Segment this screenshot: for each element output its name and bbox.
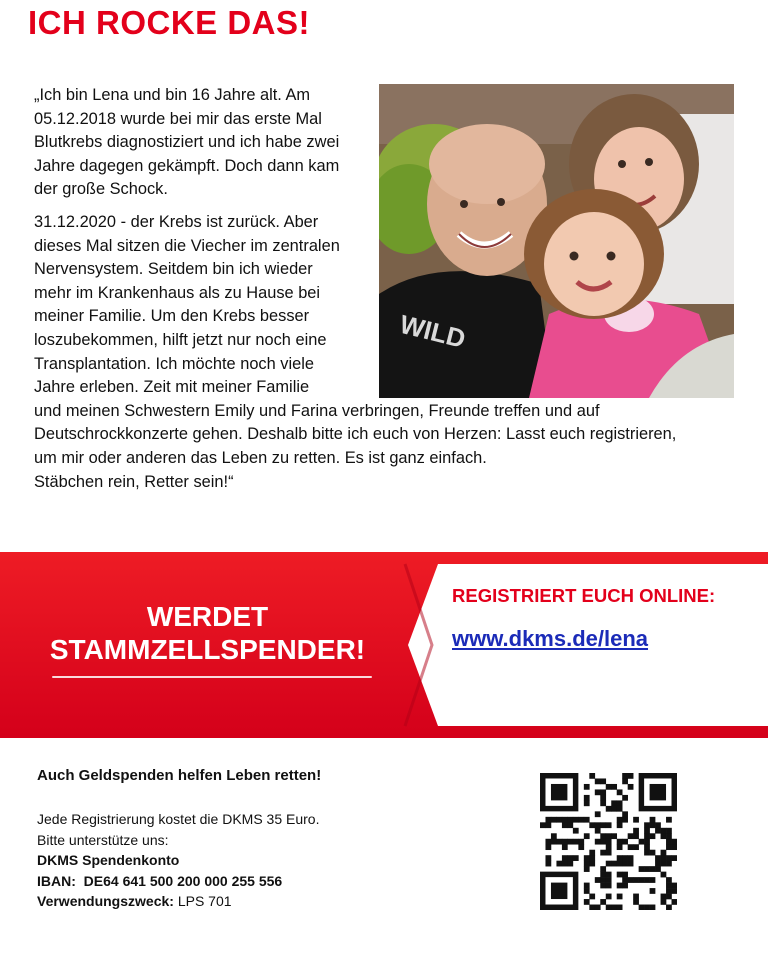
story-line: Jahre erleben. Zeit mit meiner Familie <box>34 378 310 397</box>
story-line: 05.12.2018 wurde bei mir das erste Mal <box>34 109 322 128</box>
register-link[interactable]: www.dkms.de/lena <box>452 626 649 651</box>
donation-heading: Auch Geldspenden helfen Leben retten! <box>37 767 322 784</box>
story-line: der große Schock. <box>34 180 168 199</box>
donation-line-2: Bitte unterstütze uns: <box>37 831 169 848</box>
shirt-text: WILD <box>396 308 469 354</box>
purpose-row <box>37 891 319 912</box>
story-line: Transplantation. Ich möchte noch viele <box>34 354 315 373</box>
iban-row <box>37 871 319 892</box>
account-label: DKMS Spendenkonto <box>37 852 180 868</box>
cta-line-2: STAMMZELLSPENDER! <box>49 634 366 665</box>
iban-label: IBAN: <box>37 872 76 889</box>
story-line: Jahre dagegen gekämpft. Doch dann kam <box>34 156 340 175</box>
story-line: loszubekommen, hilft jetzt nur noch eine <box>34 330 327 349</box>
story-line: mehr im Krankenhaus als zu Hause bei <box>34 283 321 302</box>
story-line: „Ich bin Lena und bin 16 Jahre alt. Am <box>34 86 311 104</box>
story-line: meiner Familie. Um den Krebs besser <box>34 307 310 326</box>
cta-headline <box>20 600 395 666</box>
story-line: Stäbchen rein, Retter sein!“ <box>34 472 234 491</box>
qr-code-icon[interactable] <box>540 773 677 910</box>
story-line: Nervensystem. Seitdem bin ich wieder <box>34 260 313 279</box>
purpose-value: LPS 701 <box>177 893 232 909</box>
donation-info <box>37 809 319 912</box>
iban-value: DE64 641 500 200 000 255 556 <box>83 872 283 889</box>
story-line: 31.12.2020 - der Krebs ist zurück. Aber <box>34 212 319 231</box>
story-line: um mir oder anderen das Leben zu retten. Es ist ganz einfach. <box>34 448 487 467</box>
story-line: dieses Mal sitzen die Viecher im zentralen <box>34 236 340 255</box>
register-label: REGISTRIERT EUCH ONLINE: <box>452 585 716 606</box>
page-title: ICH ROCKE DAS! <box>28 4 311 41</box>
story-line: und meinen Schwestern Emily und Farina verbringen, Freunde treffen und auf <box>34 401 600 420</box>
story-text <box>34 84 734 503</box>
purpose-label: Verwendungszweck: <box>37 893 174 909</box>
cta-line-1: WERDET <box>146 601 269 632</box>
story-line: Blutkrebs diagnostiziert und ich habe zwei <box>34 133 340 152</box>
story-line: Deutschrockkonzerte gehen. Deshalb bitte ich euch von Herzen: Lasst euch registrieren, <box>34 425 677 444</box>
cta-underline <box>52 676 372 678</box>
donation-line-1: Jede Registrierung kostet die DKMS 35 Euro. <box>37 811 320 827</box>
family-photo <box>379 84 734 398</box>
